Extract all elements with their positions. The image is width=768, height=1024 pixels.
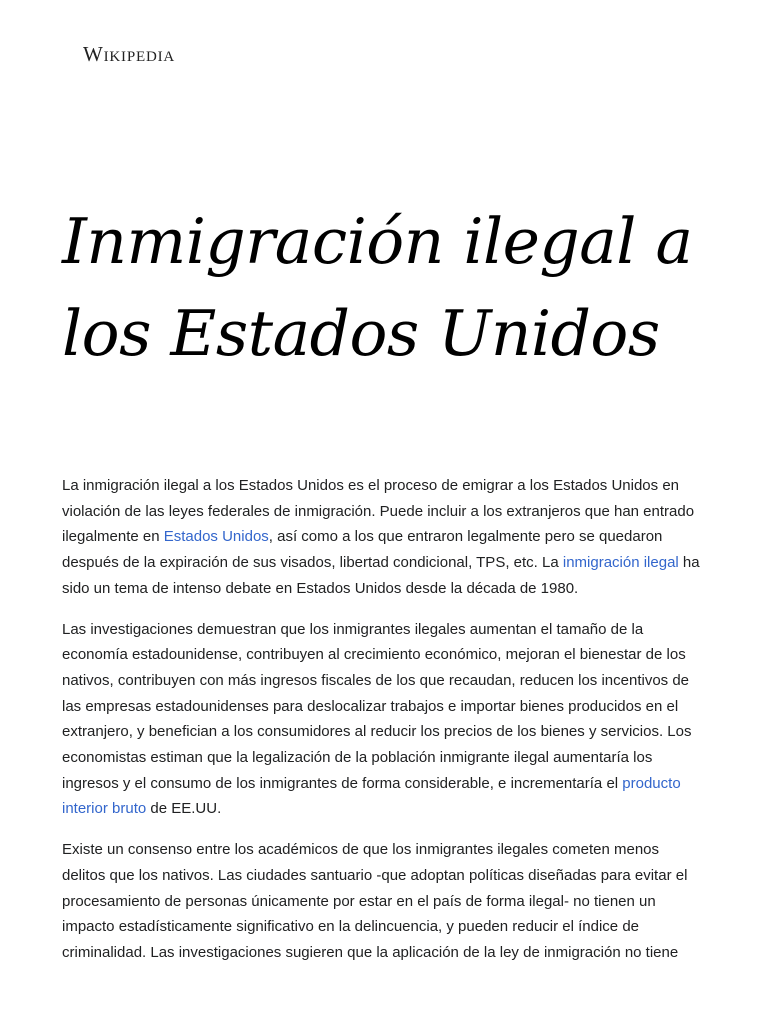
paragraph-text: , así como a los que entraron legalmente pero se quedaron después de la expiración de sus visados, libertad condicional, TPS, etc. La xyxy=(62,528,663,572)
paragraph-text: ha sido un tema de intenso debate en Estados Unidos desde la década de 1980. xyxy=(62,554,700,597)
paragraph-text: Las investigaciones demuestran que los inmigrantes ilegales aumentan el tamaño de la economía estadounidense, contribuyen al crecimiento económico, mejoran el bienestar de los nativos, contribuyen con más ingresos fiscales de los que recaudan, reducen los incentivos de las empresas estadounidenses para deslocalizar trabajos e importar bienes producidos en el extranjero, y benefician a los consumidores al reducir los precios de los bienes y servicios. Los economistas estiman que la legalización de la población inmigrante ilegal aumentaría los ingresos y el consumo de los inmigrantes de forma considerable, e incrementaría el xyxy=(62,620,692,792)
article-title: Inmigración ilegal a los Estados Unidos xyxy=(62,205,693,370)
wikipedia-logo[interactable]: Wikipedia xyxy=(83,42,176,66)
article-body xyxy=(62,473,704,981)
paragraph-economy xyxy=(62,617,704,823)
paragraph-text: La inmigración ilegal a los Estados Unidos es el proceso de emigrar a los Estados Unidos en violación de las leyes federales de inmigración. Puede incluir a los extranjeros que han entrado ilegalmente en xyxy=(62,477,695,546)
paragraph-text: de EE.UU. xyxy=(146,800,222,818)
paragraph-text: Existe un consenso entre los académicos de que los inmigrantes ilegales cometen menos delitos que los nativos. Las ciudades santuario -que adoptan políticas diseñadas para evitar el procesamiento de personas únicamente por estar en el país de forma ilegal- no tienen un impacto estadísticamente significativo en la delincuencia, y pueden reducir el índice de criminalidad. Las investigaciones sugieren que la aplicación de la ley de inmigración no tiene xyxy=(62,841,688,961)
paragraph-intro xyxy=(62,473,704,602)
paragraph-crime xyxy=(62,837,704,966)
link-inmigracion-ilegal[interactable]: inmigración ilegal xyxy=(562,554,679,572)
link-estados-unidos[interactable]: Estados Unidos xyxy=(163,528,269,546)
link-producto-interior-bruto[interactable]: producto interior bruto xyxy=(62,774,681,818)
